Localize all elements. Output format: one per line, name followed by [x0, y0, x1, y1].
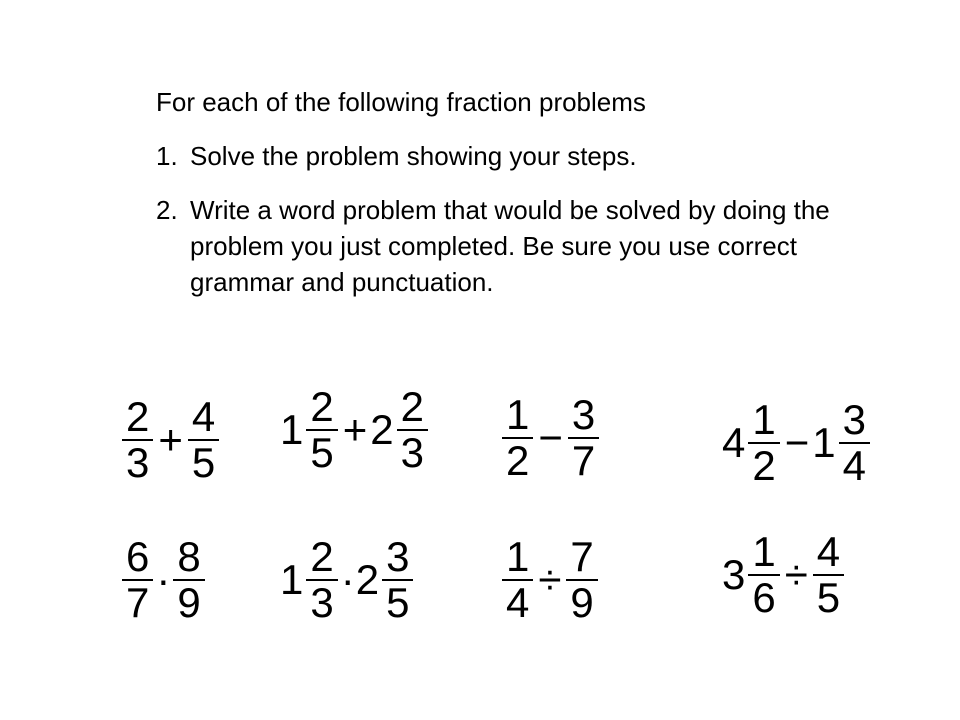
numerator: 6 — [126, 533, 150, 580]
whole-number: 1 — [280, 556, 304, 603]
denominator: 2 — [502, 437, 533, 483]
fraction — [813, 530, 844, 620]
whole-number: 1 — [280, 406, 304, 453]
numerator: 4 — [191, 393, 216, 440]
operator: + — [342, 406, 368, 453]
problem-5 — [120, 535, 207, 625]
numerator: 1 — [506, 391, 530, 438]
denominator: 5 — [813, 574, 844, 620]
denominator: 5 — [306, 429, 337, 475]
denominator: 7 — [122, 579, 153, 625]
numerator: 2 — [310, 533, 334, 580]
whole-number: 4 — [722, 419, 746, 466]
problem-1 — [120, 395, 221, 485]
numerator: 7 — [570, 533, 594, 580]
problem-3 — [500, 393, 601, 483]
step-text: Solve the problem showing your steps. — [190, 141, 637, 171]
step-2 — [156, 192, 856, 300]
numerator: 1 — [752, 528, 776, 575]
numerator: 2 — [310, 383, 334, 430]
denominator: 3 — [397, 429, 428, 475]
whole-number: 1 — [812, 419, 836, 466]
operator: + — [158, 416, 183, 463]
denominator: 4 — [839, 442, 870, 488]
fraction — [382, 535, 413, 625]
numerator: 3 — [386, 533, 410, 580]
denominator: 6 — [748, 574, 779, 620]
operator: · — [340, 556, 355, 603]
fraction — [122, 535, 153, 625]
denominator: 5 — [382, 579, 413, 625]
instructions — [156, 84, 856, 318]
denominator: 3 — [122, 439, 153, 485]
denominator: 3 — [306, 579, 337, 625]
step-1 — [156, 138, 856, 174]
fraction — [306, 535, 337, 625]
numerator: 8 — [177, 533, 201, 580]
step-number: 1. — [156, 141, 178, 171]
denominator: 4 — [502, 579, 533, 625]
denominator: 2 — [748, 442, 779, 488]
denominator: 7 — [568, 437, 599, 483]
numerator: 3 — [842, 396, 866, 443]
problem-4 — [722, 398, 872, 488]
problem-7 — [500, 535, 600, 625]
whole-number: 2 — [355, 556, 380, 603]
fraction — [188, 395, 219, 485]
numerator: 3 — [571, 391, 596, 438]
whole-number: 3 — [722, 551, 746, 598]
fraction — [122, 395, 153, 485]
denominator: 9 — [173, 579, 204, 625]
numerator: 1 — [752, 396, 776, 443]
step-text: Write a word problem that would be solved by doing the problem you just completed. Be sure you use correct grammar and punctuation. — [190, 195, 830, 297]
operator: ÷ — [784, 551, 808, 598]
fraction — [173, 535, 204, 625]
numerator: 4 — [816, 528, 841, 575]
fraction — [397, 385, 428, 475]
intro-text: For each of the following fraction problems — [156, 87, 646, 117]
fraction — [502, 393, 533, 483]
denominator: 9 — [566, 579, 597, 625]
numerator: 2 — [400, 383, 424, 430]
fraction — [839, 398, 870, 488]
numerator: 1 — [506, 533, 530, 580]
operator: ÷ — [538, 556, 562, 603]
operator: · — [156, 556, 171, 603]
numerator: 2 — [126, 393, 150, 440]
problem-8 — [722, 530, 846, 620]
fraction — [748, 530, 779, 620]
operator: − — [784, 419, 810, 466]
fraction — [568, 393, 599, 483]
operator: − — [538, 414, 563, 461]
fraction — [502, 535, 533, 625]
problem-6 — [280, 535, 415, 625]
fraction — [306, 385, 337, 475]
fraction — [566, 535, 597, 625]
step-number: 2. — [156, 195, 178, 225]
whole-number: 2 — [370, 406, 394, 453]
fraction — [748, 398, 779, 488]
problem-2 — [280, 385, 430, 475]
denominator: 5 — [188, 439, 219, 485]
